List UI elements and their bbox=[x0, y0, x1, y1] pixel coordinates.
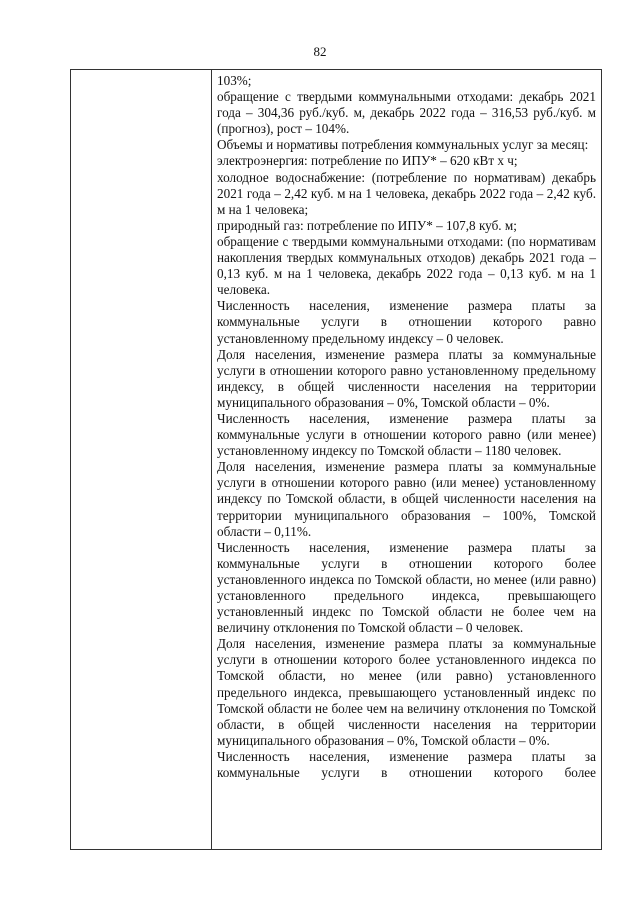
table-left-cell bbox=[71, 70, 212, 849]
paragraph: Доля населения, изменение размера платы за коммунальные услуги в отношении которого равно установленному предельному индексу, в общей численности населения на территории муниципального образования – 0%, Томской области – 0%. bbox=[217, 346, 596, 410]
paragraph: Доля населения, изменение размера платы за коммунальные услуги в отношении которого более установленного индекса по Томской области, но менее (или равно) установленного предельного индекса, превышающего установленный индекс по Томской области не более чем на величину отклонения по Томской области, в общей численности населения на территории муниципального образования – 0%, Томской области – 0%. bbox=[217, 636, 596, 748]
paragraph: природный газ: потребление по ИПУ* – 107,8 куб. м; bbox=[217, 217, 517, 233]
paragraph: Численность населения, изменение размера платы за коммунальные услуги в отношении которого более установленного индекса по Томской области, но менее (или равно) установленного предельного индекса, превышающего установленный индекс по Томской области не более чем на величину отклонения по Томской области – 0 человек. bbox=[217, 539, 596, 636]
paragraph: Численность населения, изменение размера платы за коммунальные услуги в отношении которого равно установленному предельному индексу – 0 человек. bbox=[217, 298, 596, 346]
paragraph: Численность населения, изменение размера платы за коммунальные услуги в отношении которого равно (или менее) установленному индексу по Томской области – 1180 человек. bbox=[217, 410, 596, 459]
paragraph: Численность населения, изменение размера платы за коммунальные услуги в отношении которого более bbox=[217, 748, 596, 781]
paragraph: обращение с твердыми коммунальными отходами: декабрь 2021 года – 304,36 руб./куб. м, декабрь 2022 года – 316,53 руб./куб. м (прогноз), рост – 104%. bbox=[217, 89, 596, 137]
paragraph: 103%; bbox=[217, 73, 252, 88]
table-right-cell bbox=[212, 70, 598, 849]
paragraph: холодное водоснабжение: (потребление по нормативам) декабрь 2021 года – 2,42 куб. м на 1 человека, декабрь 2022 года – 2,42 куб. м на 1 человека; bbox=[217, 169, 596, 217]
paragraph-list bbox=[212, 70, 598, 781]
paragraph: обращение с твердыми коммунальными отходами: (по нормативам накопления твердых коммунальных отходов) декабрь 2021 года – 0,13 куб. м на 1 человека, декабрь 2022 года – 0,13 куб. м на 1 человека. bbox=[217, 233, 596, 298]
page-number: 82 bbox=[313, 44, 327, 59]
paragraph: Объемы и нормативы потребления коммунальных услуг за месяц: bbox=[217, 137, 589, 153]
document-table bbox=[70, 69, 602, 850]
paragraph: электроэнергия: потребление по ИПУ* – 620 кВт х ч; bbox=[217, 153, 518, 169]
paragraph: Доля населения, изменение размера платы за коммунальные услуги в отношении которого равно (или менее) установленному индексу по Томской области, в общей численности населения на территории муниципального образования – 100%, Томской области – 0,11%. bbox=[217, 459, 596, 539]
